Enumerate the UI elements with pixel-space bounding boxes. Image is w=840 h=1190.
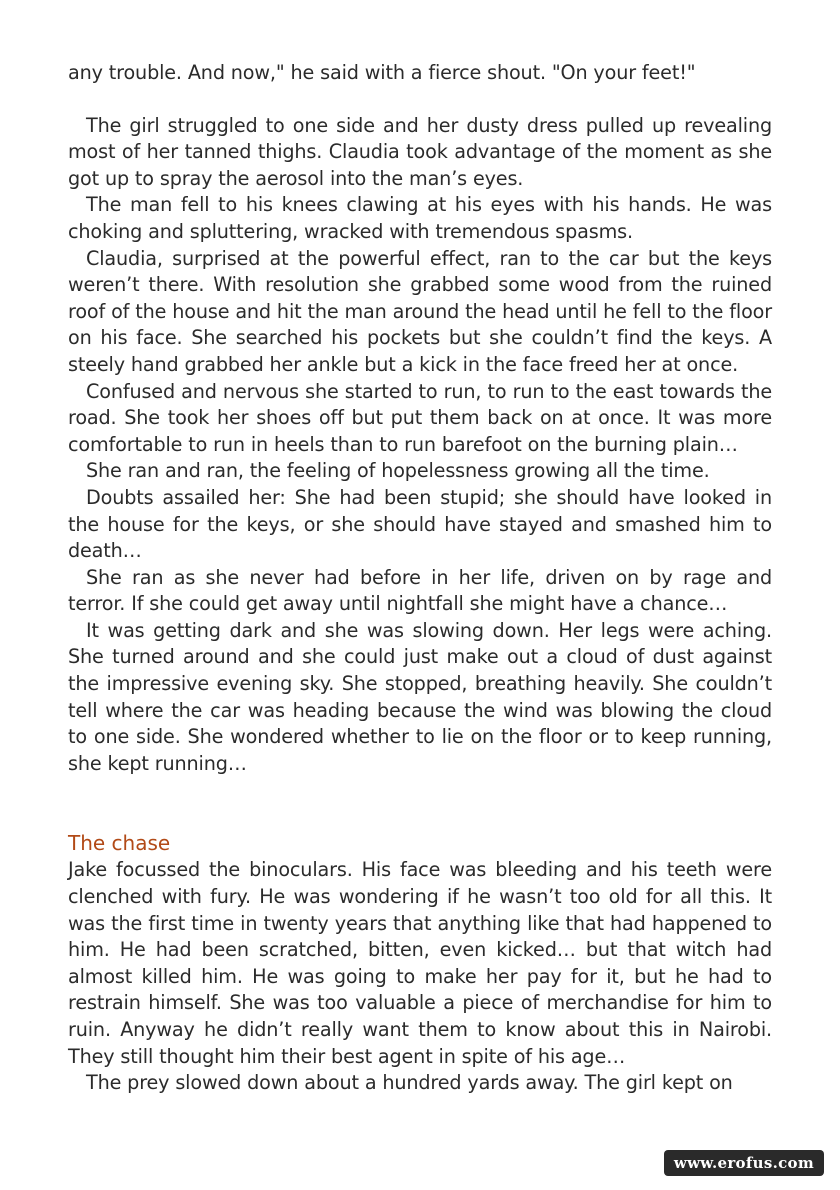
paragraph: The man fell to his knees clawing at his eyes with his hands. He was choking and spluttering, wracked with tremendous spasms. — [68, 193, 772, 243]
watermark-logo: www.erofus.com — [664, 1150, 824, 1176]
paragraph: She ran and ran, the feeling of hopelessness growing all the time. — [86, 459, 710, 483]
paragraph: The prey slowed down about a hundred yards away. The girl kept on — [86, 1071, 733, 1095]
paragraph: It was getting dark and she was slowing down. Her legs were aching. She turned around and she could just make out a cloud of dust against the impressive evening sky. She stopped, breathing heavily. She couldn’t tell where the car was heading because the wind was blowing the cloud to one side. She wondered whether to lie on the floor or to keep running, she kept running… — [68, 618, 772, 775]
paragraph: Doubts assailed her: She had been stupid; she should have looked in the house for the keys, or she should have stayed and smashed him to death… — [68, 485, 772, 563]
paragraph: Claudia, surprised at the powerful effect, ran to the car but the keys weren’t there. With resolution she grabbed some wood from the ruined roof of the house and hit the man around the head until he fell to the floor on his face. She searched his pockets but she couldn’t find the keys. A steely hand grabbed her ankle but a kick in the face freed her at once. — [68, 246, 772, 376]
paragraph: Confused and nervous she started to run, to run to the east towards the road. She took her shoes off but put them back on at once. It was more comfortable to run in heels than to run barefoot on the burning plain… — [68, 379, 772, 456]
paragraph: The girl struggled to one side and her dusty dress pulled up revealing most of her tanned thighs. Claudia took advantage of the moment as she got up to spray the aerosol into the man’s eyes. — [68, 113, 772, 190]
paragraph: Jake focussed the binoculars. His face was bleeding and his teeth were clenched with fury. He was wondering if he wasn’t too old for all this. It was the first time in twenty years that anything like that had happened to him. He had been scratched, bitten, even kicked… but that witch had almost killed him. He was going to make her pay for it, but he had to restrain himself. She was too valuable a piece of merchandise for him to ruin. Anyway he didn’t really want them to know about this in Nairobi. They still thought him their best agent in spite of his age… — [68, 858, 772, 1068]
section-heading: The chase — [68, 831, 171, 856]
paragraph: She ran as she never had before in her life, driven on by rage and terror. If she could get away until nightfall she might have a chance… — [68, 565, 772, 616]
page-content — [68, 60, 772, 1097]
paragraph: any trouble. And now," he said with a fierce shout. "On your feet!" — [68, 61, 696, 84]
